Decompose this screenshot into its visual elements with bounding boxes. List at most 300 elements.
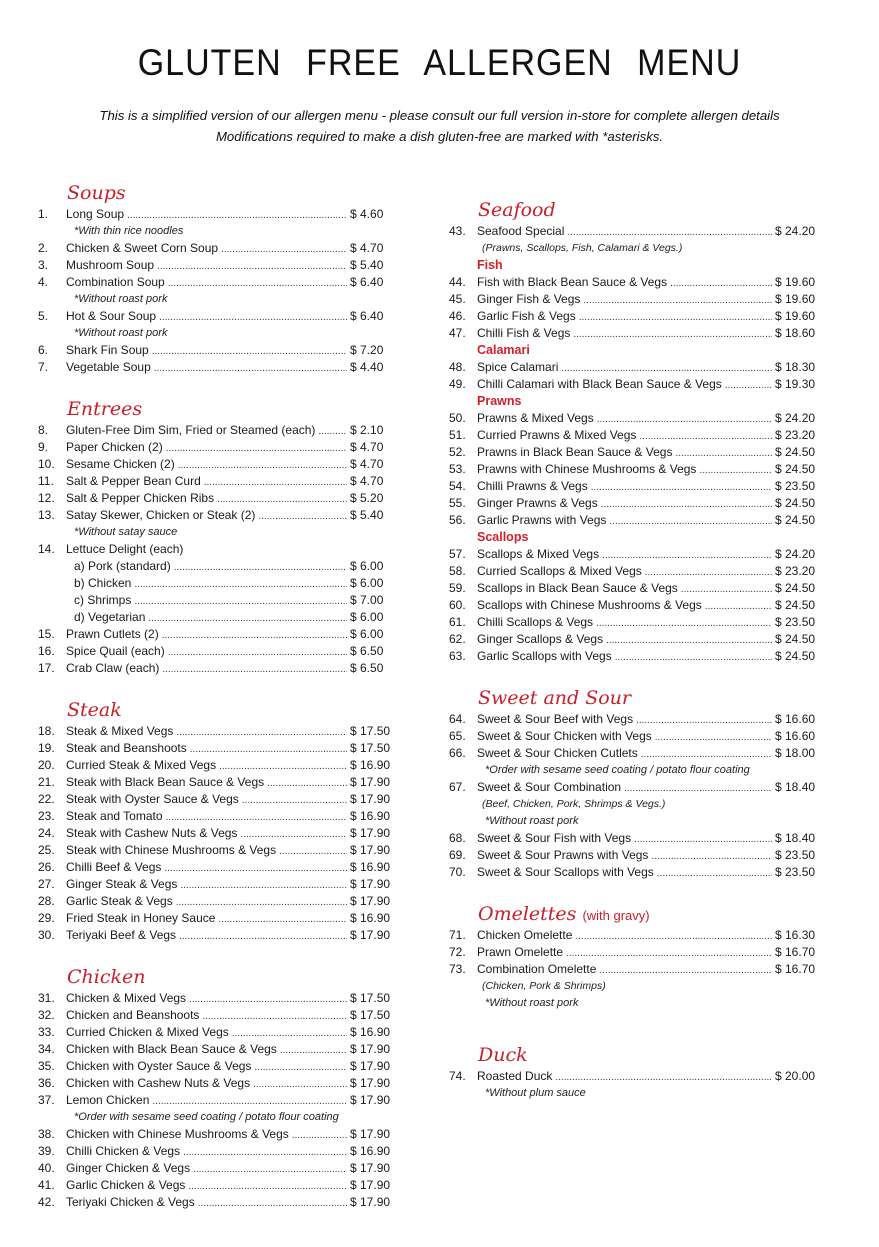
item-price: $ 17.50 (350, 1008, 391, 1022)
item-description: (Prawns, Scallops, Fish, Calamari & Vegs.) (482, 242, 683, 254)
item-price: $ 23.20 (775, 564, 816, 578)
item-description: (Chicken, Pork & Shrimps) (482, 980, 606, 992)
dot-leader (162, 626, 347, 644)
subtitle-disclaimer: This is a simplified version of our allergen menu - please consult our full version in-store for complete allergen details (99, 108, 780, 123)
dot-leader (162, 660, 347, 678)
item-name: Chilli Scallops & Vegs (477, 615, 594, 629)
item-number: 41. (38, 1178, 55, 1192)
dot-leader (606, 631, 772, 649)
dot-leader (193, 1160, 347, 1178)
item-number: 54. (449, 479, 466, 493)
item-price: $ 17.90 (350, 894, 391, 908)
item-price: $ 16.60 (775, 712, 816, 726)
item-number: 31. (38, 991, 55, 1005)
item-number: 17. (38, 661, 55, 675)
item-number: 3. (38, 258, 49, 272)
item-number: 71. (449, 928, 466, 942)
item-number: 18. (38, 724, 55, 738)
menu-item (38, 1007, 396, 1024)
menu-item (38, 240, 396, 257)
menu-list (449, 1068, 823, 1102)
item-price: $ 16.90 (350, 809, 391, 823)
item-name: Ginger Prawns & Vegs (477, 496, 598, 510)
menu-item (449, 512, 823, 529)
item-price: $ 24.50 (775, 598, 816, 612)
section-title-aside: (with gravy) (582, 908, 650, 923)
dot-leader (174, 558, 347, 576)
item-name: c) Shrimps (74, 593, 132, 607)
dot-leader (579, 308, 772, 326)
item-name: Sweet & Sour Combination (477, 780, 622, 794)
item-number: 10. (38, 457, 55, 471)
section-title: Entrees (67, 398, 143, 420)
menu-item (449, 495, 823, 512)
item-number: 2. (38, 241, 49, 255)
menu-item (449, 223, 823, 240)
menu-list (449, 711, 823, 881)
dot-leader (134, 575, 347, 593)
item-description: (Beef, Chicken, Pork, Shrimps & Vegs.) (482, 798, 666, 810)
menu-list (38, 990, 396, 1211)
item-number: 11. (38, 474, 54, 488)
item-price: $ 23.20 (775, 428, 816, 442)
menu-item (449, 427, 823, 444)
item-number: 63. (449, 649, 466, 663)
item-name: Garlic Steak & Vegs (66, 894, 173, 908)
dot-leader (599, 961, 772, 979)
item-price: $ 19.60 (775, 275, 816, 289)
section-title: Seafood (478, 199, 556, 221)
dot-leader (166, 808, 347, 826)
item-price: $ 24.20 (775, 411, 816, 425)
right-column (449, 197, 823, 1102)
menu-item (449, 291, 823, 308)
dot-leader (159, 308, 347, 326)
item-name: Roasted Duck (477, 1069, 553, 1083)
item-name: Sweet & Sour Fish with Vegs (477, 831, 632, 845)
item-price: $ 2.10 (350, 423, 384, 437)
dot-leader (189, 990, 347, 1008)
item-price: $ 17.50 (350, 741, 391, 755)
menu-item (38, 660, 396, 677)
item-price: $ 7.20 (350, 343, 384, 357)
item-name: Chilli Fish & Vegs (477, 326, 571, 340)
item-name: Lettuce Delight (each) (66, 542, 184, 556)
item-price: $ 23.50 (775, 615, 816, 629)
item-name: Combination Omelette (477, 962, 597, 976)
item-name: Ginger Fish & Vegs (477, 292, 581, 306)
menu-item (449, 864, 823, 881)
menu-item (38, 1092, 396, 1109)
dot-leader (597, 410, 772, 428)
item-name: Garlic Scallops with Vegs (477, 649, 612, 663)
item-number: 23. (38, 809, 55, 823)
menu-item (38, 876, 396, 893)
menu-item (38, 643, 396, 660)
menu-item (38, 893, 396, 910)
item-price: $ 6.00 (350, 576, 384, 590)
dot-leader (583, 291, 772, 309)
menu-item (38, 1126, 396, 1143)
section-omelettes (449, 901, 823, 1012)
item-price: $ 5.20 (350, 491, 384, 505)
item-number: 19. (38, 741, 55, 755)
item-price: $ 17.90 (350, 826, 391, 840)
item-number: 37. (38, 1093, 55, 1107)
dot-leader (217, 490, 347, 508)
item-name: Spice Calamari (477, 360, 559, 374)
item-number: 56. (449, 513, 466, 527)
menu-item (449, 410, 823, 427)
dot-leader (279, 842, 347, 860)
item-price: $ 4.70 (350, 457, 384, 471)
section-title (449, 901, 823, 927)
dot-leader (624, 779, 772, 797)
menu-item (38, 626, 396, 643)
menu-item (449, 597, 823, 614)
item-number: 20. (38, 758, 55, 772)
dot-leader (655, 728, 772, 746)
menu-item (38, 1075, 396, 1092)
dot-leader (657, 864, 772, 882)
menu-item (449, 631, 823, 648)
dot-leader (168, 274, 347, 292)
item-price: $ 23.50 (775, 848, 816, 862)
item-name: Prawns with Chinese Mushrooms & Vegs (477, 462, 697, 476)
dot-leader (725, 376, 772, 394)
dot-leader (188, 1177, 347, 1195)
item-number: 51. (449, 428, 466, 442)
item-price: $ 17.90 (350, 1076, 391, 1090)
item-number: 72. (449, 945, 466, 959)
section-title-text: Omelettes (478, 903, 577, 925)
dot-leader (675, 444, 772, 462)
menu-item (449, 961, 823, 978)
item-name: Prawn Omelette (477, 945, 564, 959)
dot-leader (292, 1126, 347, 1144)
menu-item (38, 723, 396, 740)
dot-leader (204, 473, 347, 491)
menu-item (449, 444, 823, 461)
item-price: $ 24.50 (775, 581, 816, 595)
menu-item (449, 927, 823, 944)
item-name: Chilli Calamari with Black Bean Sauce & Vegs (477, 377, 722, 391)
item-number: 1. (38, 207, 49, 221)
item-price: $ 16.70 (775, 962, 816, 976)
item-number: 65. (449, 729, 466, 743)
menu-item (38, 274, 396, 291)
item-price: $ 17.90 (350, 775, 391, 789)
item-number: 34. (38, 1042, 55, 1056)
item-gluten-note: *Without roast pork (74, 327, 168, 339)
item-number: 36. (38, 1076, 55, 1090)
section-title: Steak (67, 699, 122, 721)
menu-item (449, 580, 823, 597)
item-number: 73. (449, 962, 466, 976)
item-name: Curried Scallops & Mixed Vegs (477, 564, 642, 578)
menu-item (449, 830, 823, 847)
menu-item (449, 779, 823, 796)
item-price: $ 4.40 (350, 360, 384, 374)
subsection-title-fish: Fish (477, 258, 503, 272)
dot-leader (242, 791, 347, 809)
item-number: 43. (449, 224, 466, 238)
dot-leader (254, 1058, 347, 1076)
menu-item (449, 944, 823, 961)
menu-item (38, 456, 396, 473)
item-price: $ 17.90 (350, 1195, 391, 1209)
menu-item (38, 1177, 396, 1194)
item-name: Curried Chicken & Mixed Vegs (66, 1025, 229, 1039)
item-price: $ 24.20 (775, 547, 816, 561)
section-chicken (38, 964, 396, 1211)
dot-leader (183, 1143, 347, 1161)
item-name: Salt & Pepper Bean Curd (66, 474, 201, 488)
dot-leader (651, 847, 772, 865)
menu-item (38, 422, 396, 439)
item-price: $ 17.90 (350, 1127, 391, 1141)
item-number: 67. (449, 780, 466, 794)
dot-leader (601, 495, 772, 513)
menu-item (38, 609, 396, 626)
item-price: $ 16.90 (350, 860, 391, 874)
section-duck (449, 1042, 823, 1102)
item-number: 48. (449, 360, 466, 374)
item-name: Crab Claw (each) (66, 661, 160, 675)
menu-item (38, 342, 396, 359)
item-gluten-note: *Order with sesame seed coating / potato flour coating (74, 1111, 339, 1123)
item-number: 49. (449, 377, 466, 391)
dot-leader (681, 580, 772, 598)
item-name: Sweet & Sour Prawns with Vegs (477, 848, 649, 862)
item-name: Long Soup (66, 207, 125, 221)
item-number: 61. (449, 615, 466, 629)
item-name: Steak and Tomato (66, 809, 163, 823)
item-price: $ 18.40 (775, 780, 816, 794)
item-price: $ 24.50 (775, 632, 816, 646)
item-name: Salt & Pepper Chicken Ribs (66, 491, 215, 505)
menu-list (449, 274, 823, 342)
dot-leader (699, 461, 772, 479)
item-name: Chilli Chicken & Vegs (66, 1144, 181, 1158)
dot-leader (179, 927, 347, 945)
item-number: 5. (38, 309, 49, 323)
item-number: 16. (38, 644, 55, 658)
menu-item (449, 376, 823, 393)
menu-item (38, 541, 396, 558)
item-name: Ginger Scallops & Vegs (477, 632, 604, 646)
item-price: $ 18.00 (775, 746, 816, 760)
item-number: 27. (38, 877, 55, 891)
item-name: Garlic Prawns with Vegs (477, 513, 607, 527)
item-price: $ 19.30 (775, 377, 816, 391)
dot-leader (634, 830, 772, 848)
item-name: Steak with Oyster Sauce & Vegs (66, 792, 239, 806)
dot-leader (615, 648, 772, 666)
dot-leader (555, 1068, 772, 1086)
item-number: 52. (449, 445, 466, 459)
item-price: $ 17.90 (350, 928, 391, 942)
item-price: $ 16.90 (350, 758, 391, 772)
menu-item (38, 825, 396, 842)
menu-item (38, 490, 396, 507)
item-name: Vegetable Soup (66, 360, 151, 374)
item-price: $ 24.20 (775, 224, 816, 238)
menu-item (449, 648, 823, 665)
item-name: Paper Chicken (2) (66, 440, 163, 454)
item-number: 28. (38, 894, 55, 908)
item-number: 59. (449, 581, 466, 595)
item-name: Fried Steak in Honey Sauce (66, 911, 216, 925)
item-price: $ 18.60 (775, 326, 816, 340)
item-name: Combination Soup (66, 275, 165, 289)
item-number: 35. (38, 1059, 55, 1073)
menu-item (38, 1160, 396, 1177)
section-title: Sweet and Sour (478, 687, 631, 709)
item-price: $ 24.50 (775, 445, 816, 459)
dot-leader (154, 359, 347, 377)
item-price: $ 16.90 (350, 1025, 391, 1039)
menu-item (38, 1024, 396, 1041)
menu-item (38, 791, 396, 808)
item-number: 9. (38, 440, 49, 454)
item-gluten-note: *Without roast pork (485, 815, 579, 827)
item-price: $ 6.50 (350, 644, 384, 658)
menu-item (38, 558, 396, 575)
menu-list (38, 206, 396, 376)
item-price: $ 6.00 (350, 627, 384, 641)
dot-leader (318, 422, 347, 440)
dot-leader (176, 723, 347, 741)
item-name: Shark Fin Soup (66, 343, 149, 357)
item-gluten-note: *Without roast pork (74, 293, 168, 305)
item-name: Teriyaki Chicken & Vegs (66, 1195, 195, 1209)
item-price: $ 17.50 (350, 991, 391, 1005)
item-name: Scallops in Black Bean Sauce & Vegs (477, 581, 678, 595)
item-name: Chilli Prawns & Vegs (477, 479, 588, 493)
menu-item (38, 842, 396, 859)
item-gluten-note: *Order with sesame seed coating / potato flour coating (485, 764, 750, 776)
dot-leader (596, 614, 772, 632)
item-price: $ 20.00 (775, 1069, 816, 1083)
dot-leader (591, 478, 772, 496)
item-name: Chicken with Chinese Mushrooms & Vegs (66, 1127, 289, 1141)
dot-leader (258, 507, 347, 525)
item-name: Chicken and Beanshoots (66, 1008, 200, 1022)
menu-item (449, 546, 823, 563)
menu-list (449, 927, 823, 1012)
item-number: 60. (449, 598, 466, 612)
menu-item (38, 910, 396, 927)
item-price: $ 19.60 (775, 292, 816, 306)
item-price: $ 17.90 (350, 1178, 391, 1192)
item-name: Curried Prawns & Mixed Vegs (477, 428, 637, 442)
subsection-title-prawns: Prawns (477, 394, 522, 408)
item-name: Seafood Special (477, 224, 565, 238)
item-name: Steak & Mixed Vegs (66, 724, 174, 738)
dot-leader (157, 257, 347, 275)
item-price: $ 16.70 (775, 945, 816, 959)
dot-leader (180, 876, 347, 894)
dot-leader (152, 1092, 347, 1110)
item-name: Scallops with Chinese Mushrooms & Vegs (477, 598, 702, 612)
item-number: 53. (449, 462, 466, 476)
item-number: 30. (38, 928, 55, 942)
item-number: 21. (38, 775, 55, 789)
menu-item (449, 274, 823, 291)
item-number: 8. (38, 423, 49, 437)
item-number: 39. (38, 1144, 55, 1158)
item-name: Sweet & Sour Chicken with Vegs (477, 729, 652, 743)
menu-item (449, 563, 823, 580)
section-soups (38, 180, 396, 376)
menu-item (38, 757, 396, 774)
item-name: Sesame Chicken (2) (66, 457, 175, 471)
item-price: $ 24.50 (775, 649, 816, 663)
item-name: Ginger Steak & Vegs (66, 877, 178, 891)
item-name: b) Chicken (74, 576, 132, 590)
item-number: 6. (38, 343, 49, 357)
item-name: Satay Skewer, Chicken or Steak (2) (66, 508, 256, 522)
item-price: $ 23.50 (775, 865, 816, 879)
item-number: 46. (449, 309, 466, 323)
item-number: 50. (449, 411, 466, 425)
item-price: $ 4.70 (350, 241, 384, 255)
menu-item (449, 478, 823, 495)
section-entrees (38, 396, 396, 677)
item-number: 25. (38, 843, 55, 857)
item-price: $ 18.30 (775, 360, 816, 374)
item-name: Scallops & Mixed Vegs (477, 547, 600, 561)
item-name: Teriyaki Beef & Vegs (66, 928, 177, 942)
dot-leader (567, 223, 772, 241)
dot-leader (645, 563, 772, 581)
item-gluten-note: *With thin rice noodles (74, 225, 184, 237)
item-price: $ 16.90 (350, 911, 391, 925)
dot-leader (152, 342, 347, 360)
item-price: $ 17.90 (350, 1042, 391, 1056)
item-price: $ 6.00 (350, 559, 384, 573)
dot-leader (561, 359, 772, 377)
item-name: Ginger Chicken & Vegs (66, 1161, 191, 1175)
item-name: Lemon Chicken (66, 1093, 150, 1107)
item-number: 47. (449, 326, 466, 340)
item-name: Chicken & Mixed Vegs (66, 991, 187, 1005)
item-number: 74. (449, 1069, 466, 1083)
item-name: Curried Steak & Mixed Vegs (66, 758, 217, 772)
dot-leader (148, 609, 347, 627)
menu-list (38, 723, 396, 944)
menu-item (449, 711, 823, 728)
menu-item (449, 325, 823, 342)
item-number: 7. (38, 360, 49, 374)
menu-item (38, 1041, 396, 1058)
item-name: Steak with Black Bean Sauce & Vegs (66, 775, 265, 789)
subsection-title-calamari: Calamari (477, 343, 530, 357)
dot-leader (190, 740, 347, 758)
item-number: 45. (449, 292, 466, 306)
dot-leader (178, 456, 347, 474)
menu-list (38, 422, 396, 677)
menu-item (38, 740, 396, 757)
item-number: 14. (38, 542, 55, 556)
section-title: Chicken (67, 966, 146, 988)
dot-leader (134, 592, 347, 610)
menu-item (38, 859, 396, 876)
item-price: $ 7.00 (350, 593, 384, 607)
menu-item (38, 1194, 396, 1211)
item-name: Steak with Chinese Mushrooms & Vegs (66, 843, 277, 857)
